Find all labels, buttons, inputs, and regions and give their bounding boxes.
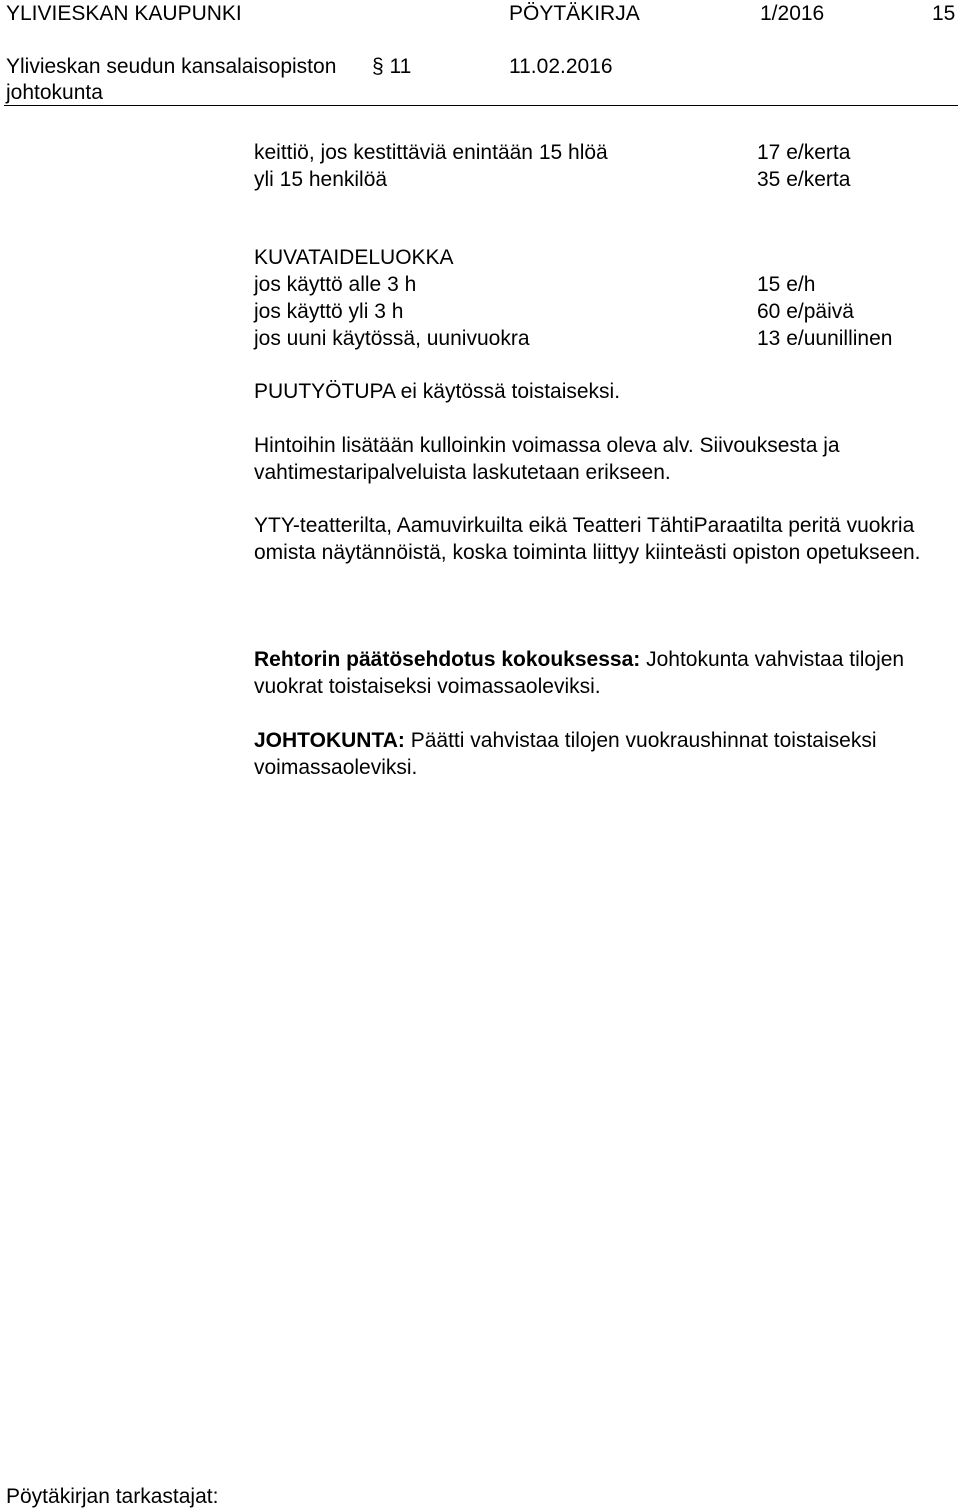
proposal-text: Johtokunta vahvistaa tilojen vuokrat toistaiseksi voimassaoleviksi. [254, 648, 905, 698]
art-room-title [254, 244, 954, 271]
price-value: 60 e/päivä [757, 300, 854, 323]
decision-text: Päätti vahvistaa tilojen vuokraushinnat toistaiseksi voimassaoleviksi. [254, 729, 877, 779]
price-label: jos uuni käytössä, uunivuokra [254, 327, 530, 350]
header-divider [4, 105, 958, 106]
footer-reviewers: Pöytäkirjan tarkastajat: [6, 1485, 219, 1508]
woodshop-note: PUUTYÖTUPA ei käytössä toistaiseksi. [254, 380, 621, 403]
price-value: 17 e/kerta [757, 141, 851, 164]
price-value: 35 e/kerta [757, 168, 851, 191]
price-row [254, 166, 954, 193]
section-title: KUVATAIDELUOKKA [254, 246, 454, 269]
header-body-line1: Ylivieskan seudun kansalaisopiston [6, 55, 337, 78]
price-label: yli 15 henkilöä [254, 168, 388, 191]
rector-proposal [254, 646, 954, 700]
header-body-line2: johtokunta [6, 81, 103, 104]
kitchen-price-list [254, 139, 954, 193]
price-row [254, 139, 954, 166]
header-doc-number: 1/2016 [760, 2, 825, 25]
decision-label: JOHTOKUNTA: [254, 729, 405, 752]
price-label: keittiö, jos kestittäviä enintään 15 hlöä [254, 141, 608, 164]
header-date: 11.02.2016 [509, 55, 613, 78]
price-value: 15 e/h [757, 273, 816, 296]
theatre-note: YTY-teatterilta, Aamuvirkuilta eikä Teatteri TähtiParaatilta peritä vuokria omista näytännöistä, koska toiminta liittyy kiinteästi opiston opetukseen. [254, 514, 921, 564]
header-section: § 11 [372, 55, 412, 78]
price-label: jos käyttö yli 3 h [254, 300, 404, 323]
price-value: 13 e/uunillinen [757, 327, 893, 350]
proposal-label: Rehtorin päätösehdotus kokouksessa: [254, 648, 641, 671]
header-org: YLIVIESKAN KAUPUNKI [6, 2, 242, 25]
header-page-number: 15 [932, 2, 956, 25]
vat-note: Hintoihin lisätään kulloinkin voimassa oleva alv. Siivouksesta ja vahtimestaripalveluista laskutetaan erikseen. [254, 434, 840, 484]
price-row [254, 298, 954, 325]
price-row [254, 271, 954, 298]
price-row [254, 325, 954, 352]
price-label: jos käyttö alle 3 h [254, 273, 417, 296]
board-decision [254, 727, 954, 781]
header-doc-type: PÖYTÄKIRJA [509, 2, 640, 25]
art-room-price-list [254, 244, 954, 352]
